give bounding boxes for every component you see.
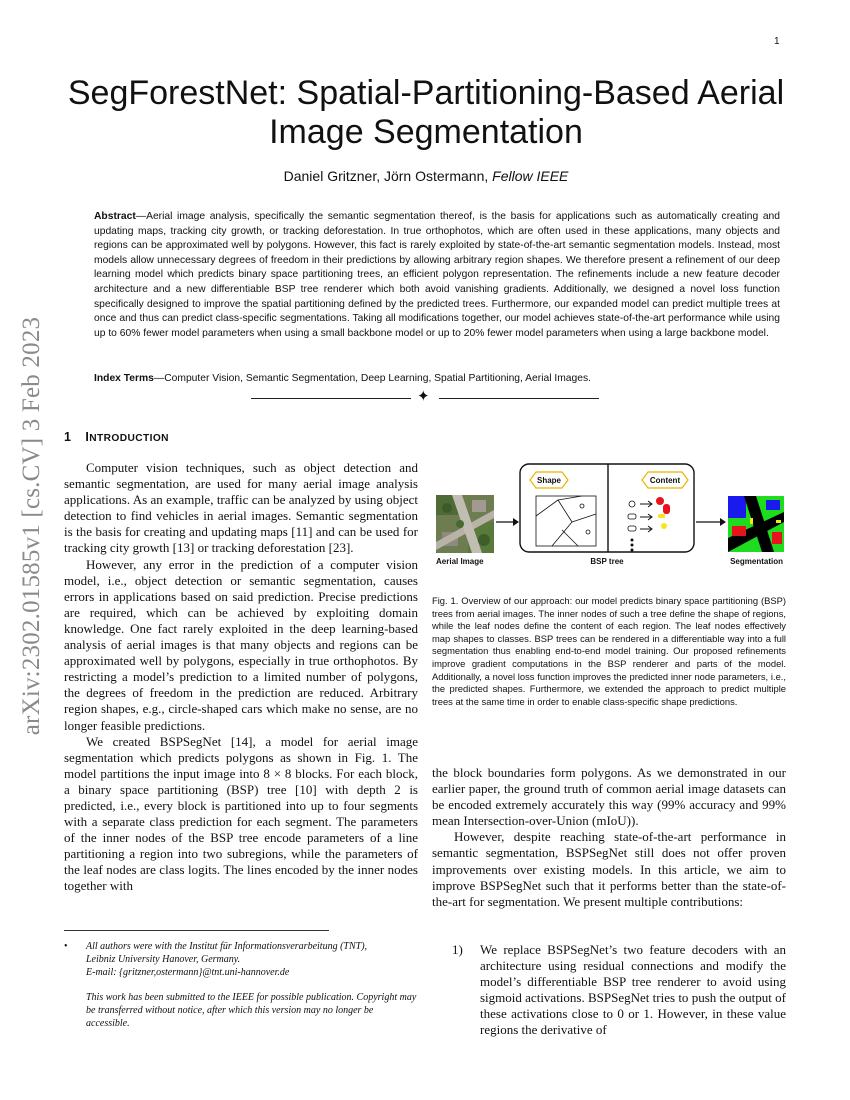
partition-shapes	[536, 496, 596, 546]
title-line-2: Image Segmentation	[269, 113, 583, 151]
shape-tag-label: Shape	[536, 476, 562, 485]
left-column-body	[64, 460, 418, 895]
segmentation-output	[728, 496, 784, 552]
separator-rule-left	[251, 398, 411, 399]
contribution-list	[452, 942, 786, 1039]
arrow-icon	[696, 518, 726, 526]
shape-tag	[530, 472, 568, 488]
section-title-rest: NTRODUCTION	[89, 433, 169, 444]
list-item	[452, 942, 786, 1039]
author-names: Daniel Gritzner, Jörn Ostermann,	[283, 168, 489, 184]
section-title-initial: I	[85, 430, 90, 444]
affiliation-line-2: Leibniz University Hanover, Germany.	[86, 954, 241, 965]
paragraph: We created BSPSegNet [14], a model for aerial image segmentation which predicts polygons as shown in Fig. 1. The model partitions the input image into 8 × 8 blocks. For each block, a binary space partitioning (BSP) tree [10] with depth 2 is predicted, i.e., every block is partitioned into up to four segments with a separate class prediction for each segment. The parameters of the inner nodes of the BSP tree encode parameters of a line partitioning a region into two subregions, while the parameters of the leaf nodes are class logits. The lines encoded by the inner nodes together with	[64, 733, 418, 894]
abstract	[94, 210, 780, 341]
label-segmentation: Segmentation	[730, 557, 783, 566]
label-aerial-image: Aerial Image	[436, 557, 484, 566]
content-tag	[642, 472, 688, 488]
paragraph: the block boundaries form polygons. As we demonstrated in our earlier paper, the ground truth of common aerial image datasets can be encoded extremely accurately this way (99% accuracy and 99% mean Intersection-over-Union (mIoU)).	[432, 765, 786, 829]
paragraph: Computer vision techniques, such as object detection and semantic segmentation, are used for many aerial image analysis applications. As an example, traffic can be analyzed by using object detection to find vehicles in aerial images. Semantic segmentation is the basis for creating and updating maps [11] and can be used for tracking city growth [13] or tracking deforestation [23].	[64, 460, 418, 556]
footnote	[64, 940, 418, 1030]
affiliation-line-1: All authors were with the Institut für Informationsverarbeitung (TNT),	[86, 941, 368, 952]
title-line-1: SegForestNet: Spatial-Partitioning-Based Aerial	[67, 74, 785, 112]
author-ieee-grade: Fellow IEEE	[492, 168, 569, 184]
abstract-label: Abstract	[94, 211, 136, 222]
aerial-image-thumbnail	[436, 495, 494, 553]
separator-diamond-icon: ✦	[417, 389, 430, 405]
index-terms-text: —Computer Vision, Semantic Segmentation, Deep Learning, Spatial Partitioning, Aerial Images.	[153, 373, 592, 384]
paper-title	[60, 74, 792, 152]
page-number: 1	[774, 36, 780, 47]
figure-1-overview	[432, 460, 786, 570]
arxiv-identifier-stamp: arXiv:2302.01585v1 [cs.CV] 3 Feb 2023	[18, 316, 45, 736]
arrow-icon	[496, 518, 519, 526]
footnote-rule	[64, 930, 329, 931]
list-item-number: 1)	[452, 942, 463, 957]
content-tag-label: Content	[649, 476, 681, 485]
publication-note: This work has been submitted to the IEEE for possible publication. Copyright may be transferred without notice, after which this version may no longer be accessible.	[86, 992, 417, 1029]
figure-1-caption: Fig. 1. Overview of our approach: our model predicts binary space partitioning (BSP) trees from aerial images. The inner nodes of such a tree define the shape of regions, while the leaf nodes define the content of each region. The leaf nodes effectively map shapes to classes. BSP trees can be rendered in a differentiable way into a full segmentation thus enabling end-to-end model training. Our proposed refinements improve gradient computations in the BSP renderer and parts of the model. Additionally, a novel loss function improves the predicted inner node parameters, i.e., the predicted shapes. Furthermore, we extended the approach to predict multiple trees at the same time in order to enable class-specific shape predictions.	[432, 595, 786, 707]
index-terms	[94, 372, 780, 386]
content-mapping	[628, 497, 670, 552]
author-list	[60, 168, 792, 184]
list-item-text: We replace BSPSegNet’s two feature decoders with an architecture using residual connections and modify the model’s differentiable BSP tree renderer to avoid using sigmoid activations. BSPSegNet tries to push the output of these activations close to 0 or 1. However, in these value regions the derivative of	[480, 942, 786, 1038]
index-terms-label: Index Terms	[94, 373, 154, 384]
paragraph: However, despite reaching state-of-the-art performance in semantic segmentation, BSPSegNet still does not offer proven improvements over existing models. In this article, we aim to improve BSPSegNet such that it performs better than the state-of-the-art for segmentation. We present multiple contributions:	[432, 829, 786, 909]
right-column-body	[432, 765, 786, 910]
paragraph: However, any error in the prediction of a computer vision model, i.e., object detection or semantic segmentation, causes errors in applications based on said prediction. Precise predictions are required, which can be achieved by exploiting domain knowledge. One fact rarely exploited in the deep learning-based analysis of aerial images is that many objects and regions can be approximated well by polygons, especially in true orthophotos. By restricting a model’s prediction to a limited number of polygons, the degrees of freedom in the prediction are reduced. Arbitrary region shapes, e.g., circle-shaped cars which make no sense, are no longer feasible predictions.	[64, 556, 418, 733]
section-number: 1	[64, 430, 72, 444]
footnote-bullet: •	[64, 941, 68, 952]
label-bsp-tree: BSP tree	[590, 557, 624, 566]
separator-rule-right	[439, 398, 599, 399]
author-email: E-mail: {gritzner,ostermann}@tnt.uni-hannover.de	[86, 967, 290, 978]
abstract-text: —Aerial image analysis, specifically the semantic segmentation thereof, is the basis for applications such as automatically creating and updating maps, tracking city growth, or tracking deforestation. In true orthophotos, which are often used in these applications, many objects and regions can be approximated well by polygons. However, this fact is rarely exploited by state-of-the-art semantic segmentation models. Instead, most models allow unnecessary degrees of freedom in their predictions by allowing arbitrary region shapes. We therefore present a refinement of our deep learning model which predicts binary space partitioning trees, an efficient polygon representation. The refinements include a new feature decoder architecture and a new differentiable BSP tree renderer which both avoid vanishing gradients. Additionally, we designed a novel loss function specifically designed to improve the spatial partitioning defined by the predicted trees. Furthermore, our expanded model can predict multiple trees at once and thus can predict class-specific segmentations. Taking all modifications together, our model achieves state-of-the-art performance while using up to 60% fewer model parameters when using a small backbone model or up to 20% fewer model parameters when using a large backbone model.	[94, 211, 780, 339]
section-heading	[64, 430, 169, 444]
footnote-affiliation	[64, 940, 418, 979]
